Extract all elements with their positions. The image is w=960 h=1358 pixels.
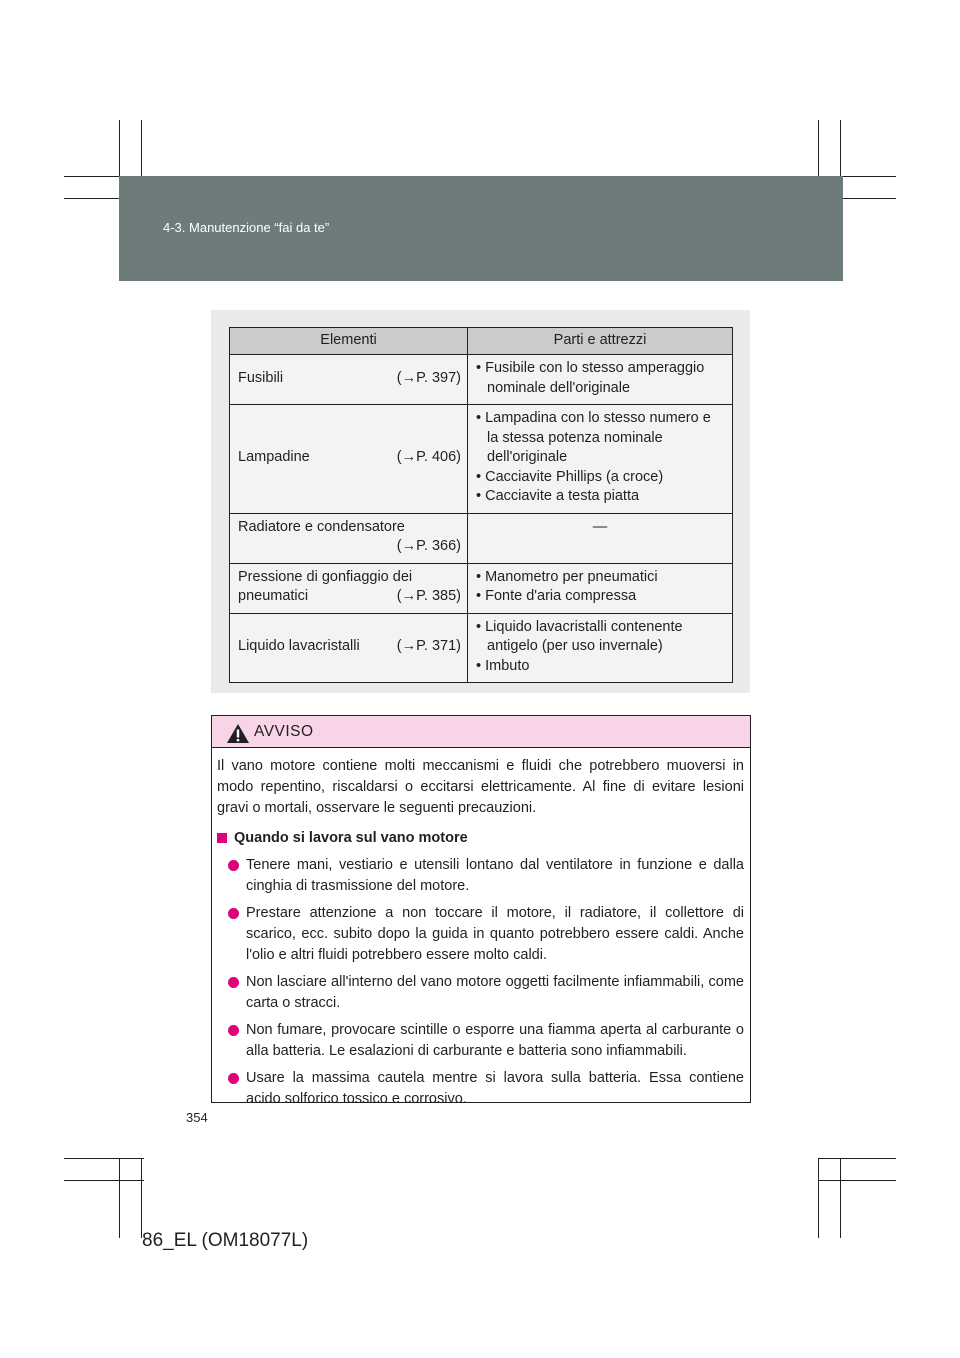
column-header: Parti e attrezzi (468, 328, 733, 355)
warning-body (212, 748, 750, 1110)
table-header-row (230, 328, 733, 355)
crop-mark (64, 1158, 144, 1159)
element-name: Lampadine (238, 449, 310, 465)
warning-item (217, 903, 744, 966)
warning-header (212, 716, 750, 748)
warning-item-text: Non fumare, provocare scintille o esporre una fiamma aperta al carburante o alla batteria. Le esalazioni di carburante e batteria sono infiammabili. (246, 1022, 744, 1059)
parts-item: • Fusibile con lo stesso amperaggio nominale dell'originale (476, 360, 705, 396)
warning-item-text: Non lasciare all'interno del vano motore oggetti facilmente infiammabili, come carta o stracci. (246, 974, 744, 1011)
warning-item (217, 1020, 744, 1062)
crop-mark (818, 1180, 896, 1181)
parts-cell (468, 613, 733, 683)
warning-item-text: Usare la massima cautela mentre si lavora sulla batteria. Essa contiene acido solforico tossico e corrosivo. (246, 1070, 744, 1107)
crop-mark (64, 1180, 144, 1181)
page-reference: (→P. 366) (396, 538, 461, 554)
element-name: Liquido lavacristalli (238, 638, 360, 654)
warning-box (211, 715, 751, 1107)
parts-item: • Liquido lavacristalli contenente antigelo (per uso invernale) (476, 618, 683, 654)
circle-bullet-icon (228, 977, 239, 988)
parts-item: • Manometro per pneumatici (476, 568, 658, 585)
element-name: Fusibili (238, 369, 284, 386)
crop-mark (141, 1158, 142, 1238)
parts-cell (468, 563, 733, 613)
parts-item: • Fonte d'aria compressa (476, 588, 637, 604)
crop-mark (818, 1158, 819, 1238)
page-reference: (→P. 371) (396, 638, 461, 654)
warning-triangle-icon (227, 724, 249, 748)
column-header: Elementi (230, 328, 468, 355)
warning-item (217, 972, 744, 1014)
crop-mark (818, 1158, 896, 1159)
table-row (230, 513, 733, 563)
warning-item-text: Tenere mani, vestiario e utensili lontano dal ventilatore in funzione e dalla cinghia di trasmissione del motore. (246, 857, 744, 894)
circle-bullet-icon (228, 1025, 239, 1036)
element-name: pneumatici (238, 588, 309, 604)
element-cell (230, 405, 468, 514)
circle-bullet-icon (228, 1073, 239, 1084)
tools-table-panel (211, 310, 750, 693)
element-cell (230, 563, 468, 613)
table-row (230, 355, 733, 405)
element-cell (230, 513, 468, 563)
page-reference: (→P. 397) (396, 369, 461, 386)
circle-bullet-icon (228, 908, 239, 919)
element-name: Pressione di gonfiaggio dei (238, 568, 413, 585)
parts-cell: — (468, 513, 733, 563)
table-row (230, 613, 733, 683)
crop-mark (840, 1158, 841, 1238)
crop-mark (119, 1158, 120, 1238)
warning-item (217, 1068, 744, 1110)
parts-item: • Lampadina con lo stesso numero e la stessa potenza nominale dell'originale (476, 410, 711, 465)
section-header (119, 176, 843, 281)
table-row (230, 405, 733, 514)
warning-intro: Il vano motore contiene molti meccanismi e fluidi che potrebbero muoversi in modo repentino, riscaldarsi o eccitarsi elettricamente. Al fine di evitare lesioni gravi o mortali, osservare le seguenti precauzioni. (217, 758, 744, 816)
parts-cell (468, 355, 733, 405)
table-row (230, 563, 733, 613)
parts-item: • Cacciavite a testa piatta (476, 488, 640, 504)
warning-title: AVVISO (254, 723, 314, 740)
parts-cell (468, 405, 733, 514)
square-bullet-icon (217, 833, 227, 843)
parts-item: • Cacciavite Phillips (a croce) (476, 468, 664, 485)
parts-item: • Imbuto (476, 657, 530, 674)
circle-bullet-icon (228, 860, 239, 871)
element-cell (230, 355, 468, 405)
warning-item-text: Prestare attenzione a non toccare il motore, il radiatore, il collettore di scarico, ecc. subito dopo la guida in quanto potrebbero essere caldi. Anche l'olio e altri fluidi potrebbero essere molto caldi. (246, 905, 744, 963)
page-reference: (→P. 406) (396, 449, 461, 465)
section-title: 4-3. Manutenzione “fai da te” (163, 220, 330, 235)
page-number: 354 (186, 1110, 208, 1125)
element-name: Radiatore e condensatore (238, 518, 405, 535)
warning-item (217, 855, 744, 897)
tools-table (229, 327, 733, 683)
page-reference: (→P. 385) (396, 588, 461, 604)
subheading-text: Quando si lavora sul vano motore (234, 830, 468, 846)
element-cell (230, 613, 468, 683)
warning-subheading (217, 828, 744, 849)
document-code: 86_EL (OM18077L) (142, 1230, 309, 1251)
